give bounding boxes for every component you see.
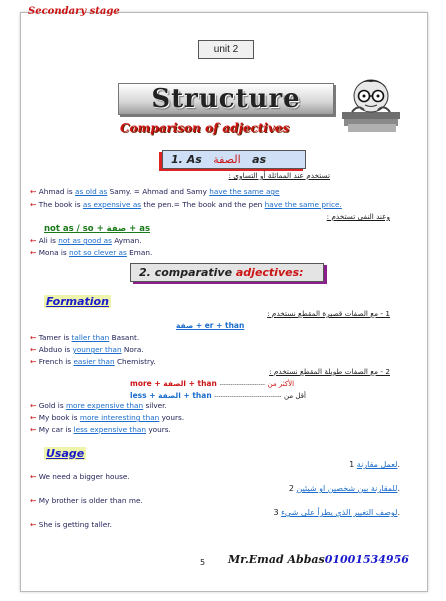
section1-example-1: ⇜ Ahmad is as old as Samy. = Ahmad and Samy have the same age [30,187,280,196]
usage-example-2: ⇜ My brother is older than me. [30,496,143,505]
usage-item-3-arabic: لوصف التغيير الذي يطرأ على شيء 3. [273,508,400,517]
more-arabic: الأكثر من [267,380,295,388]
more-formula: more + الصفة + than [130,379,217,388]
section2-example-4: ⇜ Gold is more expensive than silver. [30,401,167,410]
short-formula: صفة + er + than [176,321,245,330]
author-credit [228,553,409,566]
section2-example-3: ⇜ French is easier than Chemistry. [30,357,156,366]
more-formula-row [130,379,294,388]
usage-item-2-arabic: للمقارنة بين شخصين او شيئين 2. [288,484,400,493]
section2-title-2: adjectives: [235,266,304,279]
author-name: Mr.Emad Abbas [228,553,325,566]
section2-number: 2. [139,266,151,279]
section2-header [130,263,324,282]
section1-example-4: ⇜ Mona is not so clever as Eman. [30,248,153,257]
usage-item-1-arabic: لعمل مقارنة 1. [349,460,400,469]
section2-title-1: comparative [154,266,233,279]
section2-example-2: ⇜ Abduo is younger than Nora. [30,345,144,354]
arrow-icon: ⇜ [30,413,37,422]
arrow-icon: ⇜ [30,236,37,245]
usage-example-3: ⇜ She is getting taller. [30,520,112,529]
section1-as1: As [186,153,202,166]
structure-title: Structure [151,84,301,114]
arrow-icon: ⇜ [30,345,37,354]
short-rule: 1 - مع الصفات قصيرة المقطع نستخدم : [267,309,390,318]
structure-banner [118,83,334,115]
comparison-title: Comparison of adjectives [120,121,290,135]
section1-header [162,150,306,169]
section1-example-3: ⇜ Ali is not as good as Ayman. [30,236,142,245]
boy-with-books-icon [338,72,404,134]
section1-as2: as [252,153,267,166]
arrow-icon: ⇜ [30,472,37,481]
section1-word: الصفة [213,153,241,166]
more-dashes: --------------------- [219,381,265,388]
less-dashes: ------------------------------- [214,393,282,400]
less-formula-row [130,391,306,400]
arrow-icon: ⇜ [30,357,37,366]
stage-label: Secondary stage [28,6,120,17]
arrow-icon: ⇜ [30,496,37,505]
section1-number: 1. [171,153,183,166]
arrow-icon: ⇜ [30,425,37,434]
section2-example-6: ⇜ My car is less expensive than yours. [30,425,171,434]
section2-example-1: ⇜ Tamer is taller than Basant. [30,333,140,342]
arrow-icon: ⇜ [30,200,37,209]
long-rule: 2 - مع الصفات طويلة المقطع نستخدم : [269,367,390,376]
section2-example-5: ⇜ My book is more interesting than yours. [30,413,185,422]
formation-heading: Formation [46,295,109,308]
arrow-icon: ⇜ [30,248,37,257]
page-number: 5 [200,558,206,567]
section1-example-2: ⇜ The book is as expensive as the pen.= The book and the pen have the same price. [30,200,342,209]
arrow-icon: ⇜ [30,187,37,196]
section1-note: تستخدم عند المماثلة أو التساوى : [228,171,330,180]
arrow-icon: ⇜ [30,520,37,529]
less-arabic: أقل من [284,392,306,400]
less-formula: less + الصفة + than [130,391,212,400]
usage-example-1: ⇜ We need a bigger house. [30,472,130,481]
unit-title: unit 2 [198,40,254,59]
arrow-icon: ⇜ [30,401,37,410]
negation-note: وعند النفى تستخدم : [326,212,390,221]
negation-formula: not as / so + صفة + as [44,224,151,234]
arrow-icon: ⇜ [30,333,37,342]
author-phone: 01001534956 [324,553,409,566]
usage-heading: Usage [46,447,85,460]
